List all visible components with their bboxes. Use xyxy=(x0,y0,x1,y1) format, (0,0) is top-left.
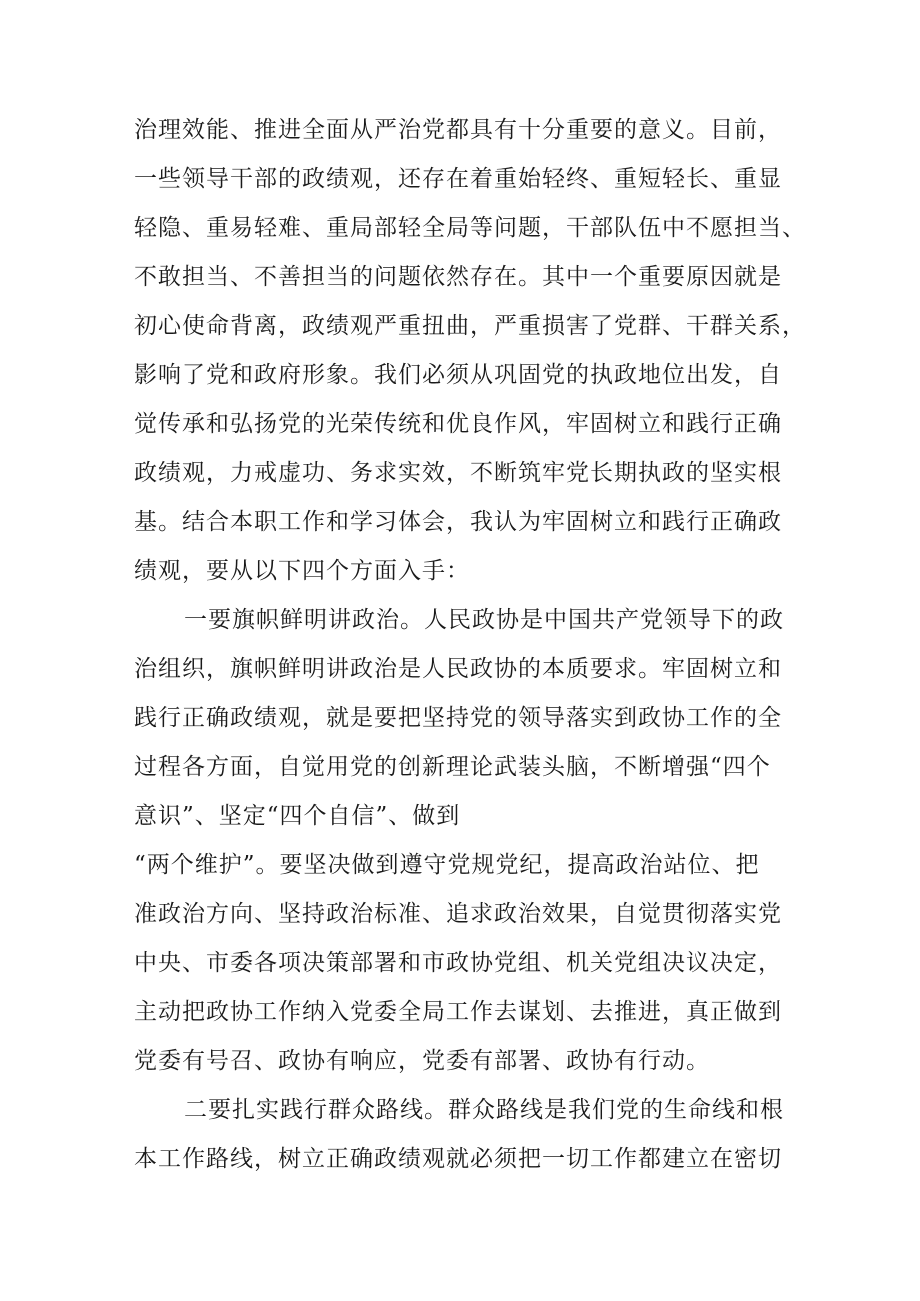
text-line-8: 政绩观，力戒虚功、务求实效，不断筑牢党长期执政的坚实根 xyxy=(134,460,782,486)
text-line-9: 基。结合本职工作和学习体会，我认为牢固树立和践行正确政 xyxy=(134,509,782,535)
text-line-22: 本工作路线，树立正确政绩观就必须把一切工作都建立在密切 xyxy=(134,1146,782,1172)
text-line-14: 过程各方面，自觉用党的创新理论武装头脑，不断增强“四个 xyxy=(134,754,771,780)
text-line-11: 一要旗帜鲜明讲政治。人民政协是中国共产党领导下的政 xyxy=(184,607,784,633)
text-line-20: 党委有号召、政协有响应，党委有部署、政协有行动。 xyxy=(134,1048,710,1074)
text-line-10: 绩观，要从以下四个方面入手： xyxy=(134,558,470,584)
text-line-2: 一些领导干部的政绩观，还存在着重始轻终、重短轻长、重显 xyxy=(134,166,782,192)
text-line-3: 轻隐、重易轻难、重局部轻全局等问题，干部队伍中不愿担当、 xyxy=(134,215,806,241)
text-line-6: 影响了党和政府形象。我们必须从巩固党的执政地位出发，自 xyxy=(134,362,782,388)
text-line-1: 治理效能、推进全面从严治党都具有十分重要的意义。目前， xyxy=(134,117,782,143)
text-line-21: 二要扎实践行群众路线。群众路线是我们党的生命线和根 xyxy=(184,1097,784,1123)
text-line-18: 中央、市委各项决策部署和市政协党组、机关党组决议决定， xyxy=(134,950,782,976)
text-line-19: 主动把政协工作纳入党委全局工作去谋划、去推进，真正做到 xyxy=(134,999,782,1025)
text-line-15: 意识”、坚定“四个自信”、做到 xyxy=(134,803,461,829)
text-line-7: 觉传承和弘扬党的光荣传统和优良作风，牢固树立和践行正确 xyxy=(134,411,782,437)
text-line-17: 准政治方向、坚持政治标准、追求政治效果，自觉贯彻落实党 xyxy=(134,901,782,927)
text-line-13: 践行正确政绩观，就是要把坚持党的领导落实到政协工作的全 xyxy=(134,705,782,731)
text-line-12: 治组织，旗帜鲜明讲政治是人民政协的本质要求。牢固树立和 xyxy=(134,656,782,682)
text-line-4: 不敢担当、不善担当的问题依然存在。其中一个重要原因就是 xyxy=(134,264,782,290)
text-line-5: 初心使命背离，政绩观严重扭曲，严重损害了党群、干群关系， xyxy=(134,313,806,339)
text-line-16: “两个维护”。要坚决做到遵守党规党纪，提高政治站位、把 xyxy=(134,852,760,878)
